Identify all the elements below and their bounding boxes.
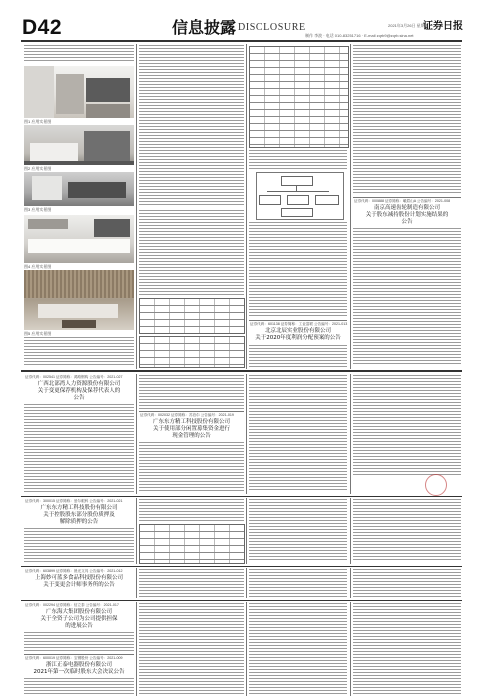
body-text-block [249, 499, 347, 562]
body-text-block [353, 569, 461, 597]
announcement-title-line: 关于全资子公司为公司提供担保 [40, 616, 118, 622]
body-text-block [139, 499, 244, 521]
body-text-block [24, 337, 134, 367]
data-table [139, 336, 245, 368]
body-text-block [24, 528, 134, 562]
body-text-block [139, 375, 244, 409]
diagram-connector [267, 191, 329, 192]
announcement-title-line: 关于控股股东部分股份质押及 [43, 512, 115, 518]
body-text-block [139, 45, 244, 205]
section-rule [21, 566, 462, 567]
body-text-block [24, 404, 134, 492]
column-divider [136, 568, 137, 598]
photo-caption: 图5 应用实景图 [24, 331, 52, 336]
column-divider [136, 374, 137, 494]
announcement-rule [353, 197, 461, 198]
announcement-title-line: 2021年第一次临时股东大会决议公告 [33, 669, 125, 675]
diagram-node [281, 176, 313, 186]
announcement-rule [24, 654, 134, 655]
diagram-node [259, 195, 281, 205]
photo-caption: 图1 应用实景图 [24, 119, 52, 124]
section-rule [21, 496, 462, 497]
announcement-title-line: 广西北部湾人力资源股份有限公司 [37, 381, 121, 387]
column-divider [350, 44, 351, 369]
photo-caption: 图2 应用实景图 [24, 166, 52, 171]
stock-code-line: 证券代码：603899 证券简称：晨光文具 公告编号：2021-012 [25, 569, 123, 573]
stock-code-line: 证券代码：601138 证券简称：工业富联 公告编号：2021-013 [250, 322, 348, 326]
announcement-title-line: 关于股东减持股份计划实施结果的 [365, 212, 449, 218]
diagram-node [281, 208, 313, 217]
section-subtitle: DISCLOSURE [238, 22, 306, 33]
body-text-block [139, 603, 244, 694]
photo-caption: 图3 应用实景图 [24, 207, 52, 212]
announcement-title [249, 328, 347, 342]
body-text-block [24, 632, 134, 652]
section-rule [21, 600, 462, 601]
stock-code-line: 证券代码：002541 证券简称：鸿路钢构 公告编号：2021-027 [25, 375, 123, 379]
body-text-block [249, 375, 347, 492]
data-table [139, 298, 245, 334]
kitchen-photo-1 [24, 66, 134, 118]
column-divider [350, 498, 351, 564]
stock-code-line: 证券代码：300015 证券简称：爱尔眼科 公告编号：2021-021 [25, 499, 123, 503]
kitchen-photo-2 [24, 125, 134, 165]
announcement-rule [139, 411, 244, 412]
data-table [139, 524, 245, 564]
column-divider [246, 44, 247, 369]
announcement-title-line: 公告 [401, 219, 413, 225]
announcement-title-line: 北京北辰实业股份有限公司 [264, 328, 331, 334]
column-divider [246, 498, 247, 564]
announcement-title-line: 南京高速齿轮制造有限公司 [373, 205, 440, 211]
announcement-title-line: 关于变更保荐机构及保荐代表人的 [37, 388, 121, 394]
page-number: D42 [22, 16, 63, 39]
column-divider [350, 602, 351, 696]
newspaper-logo: 证券日报 [423, 21, 463, 32]
announcement-title-line: 广东东方精工科技股份有限公司 [152, 419, 230, 425]
kitchen-photo-3 [24, 172, 134, 206]
stock-code-line: 证券代码：600019 证券简称：宝钢股份 公告编号：2021-009 [25, 656, 123, 660]
column-divider [350, 568, 351, 598]
living-room-photo [24, 270, 134, 330]
announcement-title [24, 662, 134, 676]
diagram-node [287, 195, 309, 205]
announcement-title [139, 419, 244, 440]
body-text-block [353, 228, 461, 366]
body-text-block [249, 345, 347, 367]
kitchen-photo-4 [24, 215, 134, 263]
body-text-block [249, 603, 347, 694]
section-title: 信息披露 [172, 18, 237, 37]
body-text-block [24, 45, 134, 63]
announcement-title [24, 381, 134, 402]
announcement-title-line: 公告 [73, 395, 85, 401]
announcement-title-line: 浙江正泰电器股份有限公司 [45, 662, 112, 668]
body-text-block [353, 499, 461, 562]
announcement-title-line: 关于变更会计师事务所的公告 [43, 582, 115, 588]
announcement-title-line: 现金管理的公告 [172, 433, 211, 439]
column-divider [350, 374, 351, 494]
body-text-block [139, 442, 244, 492]
announcement-title [24, 505, 134, 526]
body-text-block [249, 569, 347, 597]
body-text-block [139, 569, 244, 597]
company-seal [425, 474, 447, 496]
announcement-title-line: 的进展公告 [65, 623, 93, 629]
announcement-title [353, 205, 461, 226]
announcement-rule [249, 320, 347, 321]
column-divider [246, 602, 247, 696]
diagram-node [315, 195, 339, 205]
announcement-title-line: 广东海大集团股份有限公司 [45, 609, 112, 615]
announcement-title-line: 关于2020年度利润分配预案的公告 [255, 335, 341, 341]
stock-code-line: 证券代码：002032 证券简称：苏泊尔 公告编号：2021-019 [140, 413, 234, 417]
column-divider [136, 44, 137, 369]
column-divider [246, 568, 247, 598]
announcement-title-line: 解除质押的公告 [59, 519, 99, 525]
body-text-block [353, 45, 461, 195]
body-text-block [24, 678, 134, 694]
stock-code-line: 证券代码：002294 证券简称：信立泰 公告编号：2021-017 [25, 603, 119, 607]
section-rule [21, 370, 462, 372]
announcement-title [24, 609, 134, 630]
column-divider [246, 374, 247, 494]
announcement-title-line: 关于使用部分闲置募集资金进行 [152, 426, 230, 432]
body-text-block [249, 150, 347, 170]
body-text-block [353, 375, 461, 475]
column-divider [136, 602, 137, 696]
column-divider [136, 498, 137, 564]
body-text-block [139, 210, 244, 295]
data-table [249, 46, 349, 148]
announcement-title-line: 广东东方精工科技股份有限公司 [40, 505, 118, 511]
issue-date: 2021年3月26日 星期五 [388, 23, 429, 28]
announcement-title-line: 上海妙可蓝多食品科技股份有限公司 [34, 575, 123, 581]
header-rule [21, 40, 462, 42]
masthead [0, 0, 484, 40]
stock-code-line: 证券代码：000888 证券简称：峨眉山A 公告编号：2021-008 [354, 199, 451, 203]
body-text-block [353, 603, 461, 694]
photo-caption: 图4 应用实景图 [24, 264, 52, 269]
flow-diagram [256, 172, 344, 220]
announcement-title [24, 575, 134, 589]
body-text-block [249, 222, 347, 318]
editor-contact: 制作 李波 · 电话 010-83251716 · E-mail zqrb9@zqrb.sina.net [305, 33, 414, 38]
